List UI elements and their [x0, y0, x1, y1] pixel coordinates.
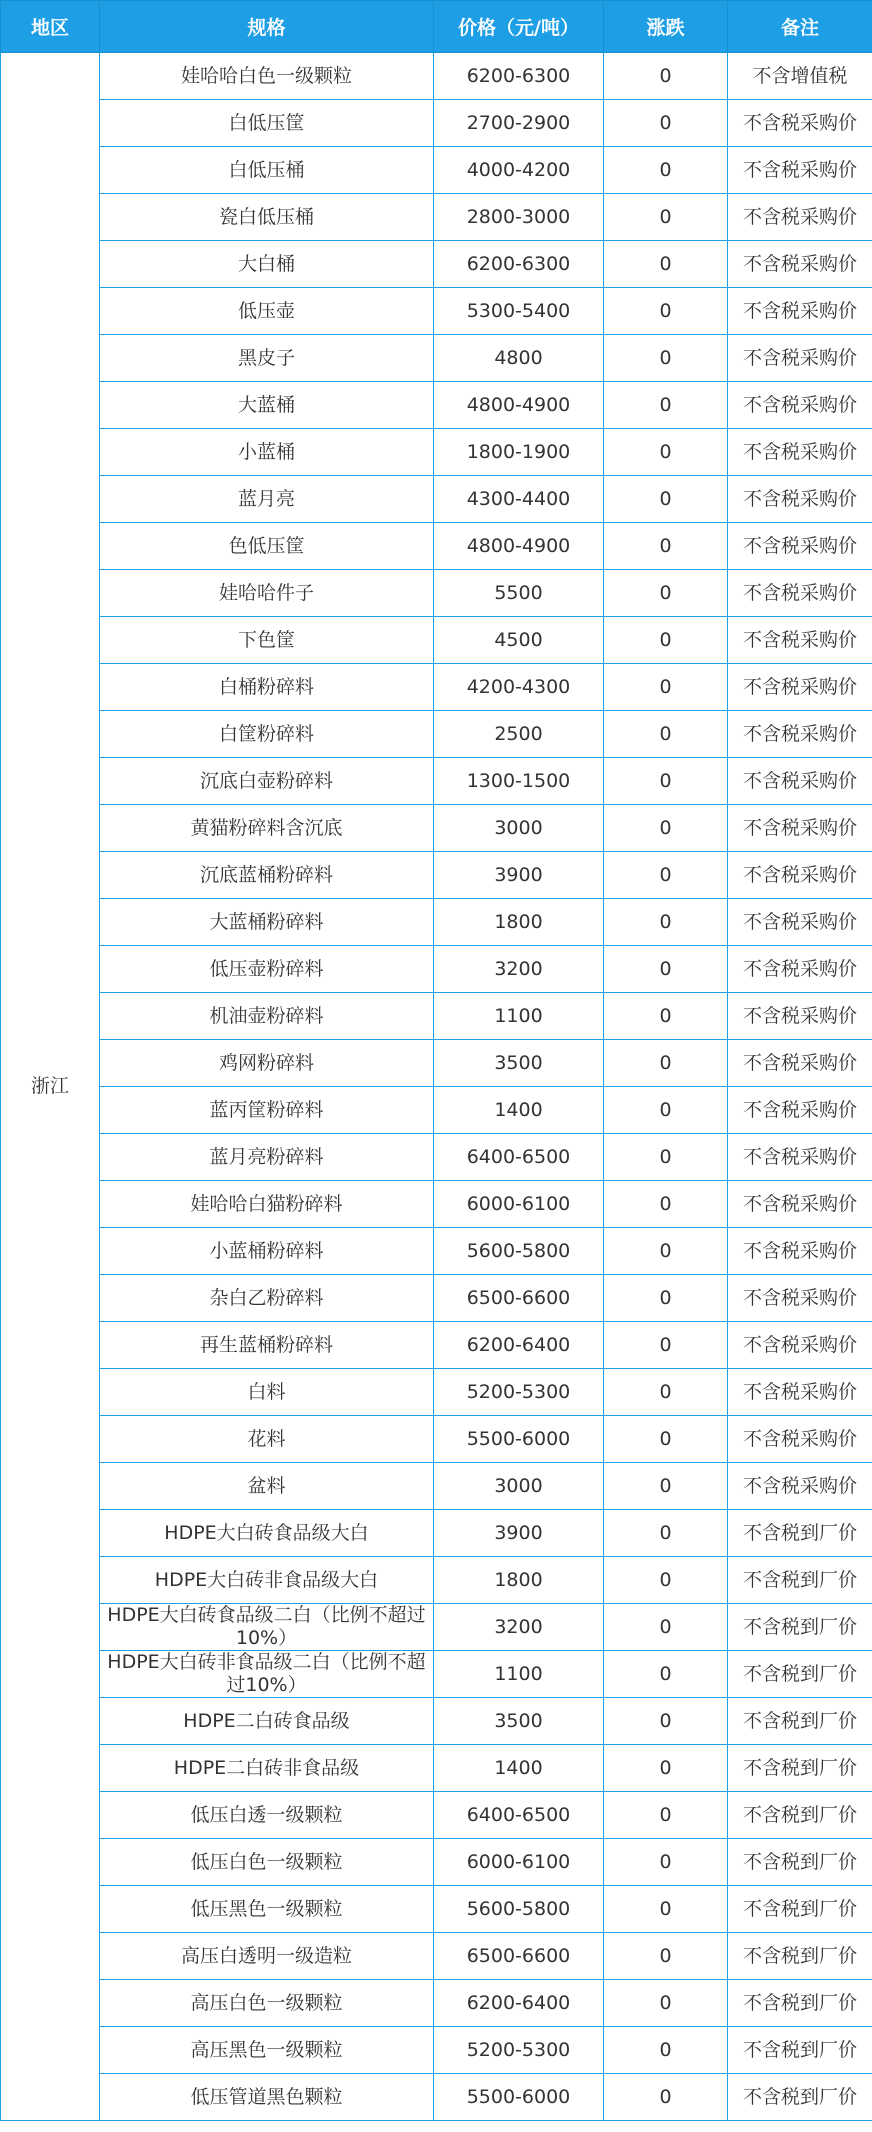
table-row: [1, 1839, 872, 1886]
price-cell: 3500: [434, 1698, 604, 1745]
spec-cell: 黄猫粉碎料含沉底: [100, 805, 434, 852]
note-cell: 不含税采购价: [728, 1228, 872, 1275]
price-cell: 6200-6300: [434, 53, 604, 100]
table-row: [1, 241, 872, 288]
spec-cell: HDPE大白砖食品级大白: [100, 1510, 434, 1557]
change-cell: 0: [604, 1087, 728, 1134]
change-cell: 0: [604, 335, 728, 382]
table-row: [1, 1181, 872, 1228]
price-cell: 5600-5800: [434, 1886, 604, 1933]
price-cell: 6000-6100: [434, 1181, 604, 1228]
change-cell: 0: [604, 1839, 728, 1886]
change-cell: 0: [604, 1933, 728, 1980]
note-cell: 不含税采购价: [728, 664, 872, 711]
note-cell: 不含税采购价: [728, 946, 872, 993]
table-row: [1, 617, 872, 664]
price-cell: 4200-4300: [434, 664, 604, 711]
note-cell: 不含税采购价: [728, 429, 872, 476]
spec-cell: 大蓝桶: [100, 382, 434, 429]
spec-cell: 鸡网粉碎料: [100, 1040, 434, 1087]
table-row: [1, 1651, 872, 1698]
change-cell: 0: [604, 1134, 728, 1181]
table-row: [1, 429, 872, 476]
table-row: [1, 899, 872, 946]
spec-cell: 大蓝桶粉碎料: [100, 899, 434, 946]
price-cell: 4800-4900: [434, 523, 604, 570]
price-cell: 3900: [434, 1510, 604, 1557]
note-cell: 不含增值税: [728, 53, 872, 100]
table-row: [1, 288, 872, 335]
change-cell: 0: [604, 53, 728, 100]
spec-cell: 蓝月亮: [100, 476, 434, 523]
spec-cell: HDPE大白砖非食品级二白（比例不超过10%）: [100, 1651, 434, 1698]
price-cell: 6500-6600: [434, 1275, 604, 1322]
spec-cell: 低压壶粉碎料: [100, 946, 434, 993]
price-cell: 1300-1500: [434, 758, 604, 805]
table-row: [1, 1792, 872, 1839]
price-cell: 6500-6600: [434, 1933, 604, 1980]
change-cell: 0: [604, 100, 728, 147]
spec-cell: 机油壶粉碎料: [100, 993, 434, 1040]
table-row: [1, 1275, 872, 1322]
price-cell: 5200-5300: [434, 1369, 604, 1416]
table-row: [1, 1980, 872, 2027]
price-cell: 3000: [434, 1463, 604, 1510]
spec-cell: 再生蓝桶粉碎料: [100, 1322, 434, 1369]
note-cell: 不含税到厂价: [728, 1604, 872, 1651]
table-row: [1, 1510, 872, 1557]
table-row: [1, 335, 872, 382]
table-row: [1, 1369, 872, 1416]
note-cell: 不含税采购价: [728, 1134, 872, 1181]
change-cell: 0: [604, 194, 728, 241]
change-cell: 0: [604, 570, 728, 617]
spec-cell: 低压管道黑色颗粒: [100, 2074, 434, 2121]
change-cell: 0: [604, 2027, 728, 2074]
change-cell: 0: [604, 805, 728, 852]
header-note: 备注: [728, 1, 872, 53]
change-cell: 0: [604, 241, 728, 288]
note-cell: 不含税采购价: [728, 100, 872, 147]
table-row: [1, 1698, 872, 1745]
spec-cell: 蓝丙筐粉碎料: [100, 1087, 434, 1134]
price-cell: 5200-5300: [434, 2027, 604, 2074]
note-cell: 不含税采购价: [728, 1463, 872, 1510]
note-cell: 不含税采购价: [728, 570, 872, 617]
price-cell: 6200-6400: [434, 1980, 604, 2027]
change-cell: 0: [604, 382, 728, 429]
table-row: [1, 1087, 872, 1134]
table-row: [1, 147, 872, 194]
price-cell: 4800-4900: [434, 382, 604, 429]
price-cell: 4000-4200: [434, 147, 604, 194]
change-cell: 0: [604, 664, 728, 711]
spec-cell: 低压黑色一级颗粒: [100, 1886, 434, 1933]
table-row: [1, 1416, 872, 1463]
change-cell: 0: [604, 711, 728, 758]
price-cell: 3000: [434, 805, 604, 852]
spec-cell: 白低压桶: [100, 147, 434, 194]
note-cell: 不含税到厂价: [728, 1698, 872, 1745]
change-cell: 0: [604, 1181, 728, 1228]
price-cell: 3200: [434, 946, 604, 993]
spec-cell: 色低压筐: [100, 523, 434, 570]
note-cell: 不含税采购价: [728, 241, 872, 288]
price-cell: 2800-3000: [434, 194, 604, 241]
change-cell: 0: [604, 1322, 728, 1369]
spec-cell: 下色筐: [100, 617, 434, 664]
note-cell: 不含税采购价: [728, 993, 872, 1040]
spec-cell: 白料: [100, 1369, 434, 1416]
spec-cell: HDPE大白砖食品级二白（比例不超过10%）: [100, 1604, 434, 1651]
spec-cell: 小蓝桶粉碎料: [100, 1228, 434, 1275]
header-region: 地区: [1, 1, 100, 53]
change-cell: 0: [604, 1604, 728, 1651]
change-cell: 0: [604, 946, 728, 993]
spec-cell: HDPE大白砖非食品级大白: [100, 1557, 434, 1604]
price-cell: 1400: [434, 1087, 604, 1134]
price-cell: 1100: [434, 1651, 604, 1698]
note-cell: 不含税采购价: [728, 1181, 872, 1228]
spec-cell: 杂白乙粉碎料: [100, 1275, 434, 1322]
spec-cell: 娃哈哈件子: [100, 570, 434, 617]
price-cell: 6000-6100: [434, 1839, 604, 1886]
note-cell: 不含税采购价: [728, 1275, 872, 1322]
header-change: 涨跌: [604, 1, 728, 53]
spec-cell: 瓷白低压桶: [100, 194, 434, 241]
note-cell: 不含税到厂价: [728, 1792, 872, 1839]
change-cell: 0: [604, 1557, 728, 1604]
change-cell: 0: [604, 1228, 728, 1275]
note-cell: 不含税采购价: [728, 1369, 872, 1416]
note-cell: 不含税采购价: [728, 523, 872, 570]
note-cell: 不含税采购价: [728, 382, 872, 429]
price-cell: 5300-5400: [434, 288, 604, 335]
table-row: [1, 758, 872, 805]
price-cell: 1800-1900: [434, 429, 604, 476]
change-cell: 0: [604, 429, 728, 476]
change-cell: 0: [604, 1416, 728, 1463]
table-row: [1, 993, 872, 1040]
note-cell: 不含税采购价: [728, 1416, 872, 1463]
table-row: [1, 1463, 872, 1510]
change-cell: 0: [604, 758, 728, 805]
note-cell: 不含税到厂价: [728, 1933, 872, 1980]
change-cell: 0: [604, 1980, 728, 2027]
change-cell: 0: [604, 1651, 728, 1698]
note-cell: 不含税采购价: [728, 617, 872, 664]
spec-cell: 白桶粉碎料: [100, 664, 434, 711]
price-cell: 1100: [434, 993, 604, 1040]
table-row: [1, 1322, 872, 1369]
table-row: [1, 523, 872, 570]
price-cell: 1800: [434, 1557, 604, 1604]
table-row: [1, 1745, 872, 1792]
price-cell: 3200: [434, 1604, 604, 1651]
change-cell: 0: [604, 1792, 728, 1839]
table-row: [1, 2074, 872, 2121]
note-cell: 不含税到厂价: [728, 1651, 872, 1698]
note-cell: 不含税采购价: [728, 899, 872, 946]
note-cell: 不含税到厂价: [728, 2074, 872, 2121]
table-row: [1, 946, 872, 993]
table-row: [1, 805, 872, 852]
change-cell: 0: [604, 1510, 728, 1557]
note-cell: 不含税采购价: [728, 288, 872, 335]
note-cell: 不含税到厂价: [728, 1886, 872, 1933]
note-cell: 不含税到厂价: [728, 1557, 872, 1604]
spec-cell: 沉底蓝桶粉碎料: [100, 852, 434, 899]
change-cell: 0: [604, 852, 728, 899]
change-cell: 0: [604, 1275, 728, 1322]
price-cell: 6200-6400: [434, 1322, 604, 1369]
table-row: [1, 570, 872, 617]
note-cell: 不含税采购价: [728, 1040, 872, 1087]
note-cell: 不含税到厂价: [728, 2027, 872, 2074]
table-row: [1, 1134, 872, 1181]
spec-cell: 白筐粉碎料: [100, 711, 434, 758]
table-row: [1, 1933, 872, 1980]
spec-cell: 白低压筐: [100, 100, 434, 147]
price-cell: 3500: [434, 1040, 604, 1087]
change-cell: 0: [604, 523, 728, 570]
spec-cell: 娃哈哈白色一级颗粒: [100, 53, 434, 100]
note-cell: 不含税到厂价: [728, 1839, 872, 1886]
spec-cell: 黑皮子: [100, 335, 434, 382]
spec-cell: 低压壶: [100, 288, 434, 335]
table-row: [1, 382, 872, 429]
table-row: [1, 1886, 872, 1933]
spec-cell: 高压白透明一级造粒: [100, 1933, 434, 1980]
table-row: [1, 100, 872, 147]
table-row: [1, 852, 872, 899]
table-body: [1, 53, 872, 2121]
header-price: 价格（元/吨）: [434, 1, 604, 53]
spec-cell: 蓝月亮粉碎料: [100, 1134, 434, 1181]
note-cell: 不含税采购价: [728, 335, 872, 382]
table-row: [1, 1228, 872, 1275]
change-cell: 0: [604, 1369, 728, 1416]
spec-cell: 高压白色一级颗粒: [100, 1980, 434, 2027]
price-cell: 4300-4400: [434, 476, 604, 523]
change-cell: 0: [604, 1745, 728, 1792]
header-spec: 规格: [100, 1, 434, 53]
price-cell: 6400-6500: [434, 1134, 604, 1181]
price-cell: 5600-5800: [434, 1228, 604, 1275]
table-row: [1, 1040, 872, 1087]
note-cell: 不含税采购价: [728, 1087, 872, 1134]
spec-cell: 小蓝桶: [100, 429, 434, 476]
change-cell: 0: [604, 288, 728, 335]
note-cell: 不含税采购价: [728, 194, 872, 241]
note-cell: 不含税采购价: [728, 1322, 872, 1369]
change-cell: 0: [604, 1698, 728, 1745]
change-cell: 0: [604, 2074, 728, 2121]
note-cell: 不含税采购价: [728, 852, 872, 899]
change-cell: 0: [604, 1463, 728, 1510]
change-cell: 0: [604, 1886, 728, 1933]
spec-cell: 大白桶: [100, 241, 434, 288]
spec-cell: 花料: [100, 1416, 434, 1463]
region-cell: 浙江: [1, 53, 100, 2121]
spec-cell: 低压白色一级颗粒: [100, 1839, 434, 1886]
note-cell: 不含税采购价: [728, 476, 872, 523]
price-cell: 6400-6500: [434, 1792, 604, 1839]
note-cell: 不含税到厂价: [728, 1980, 872, 2027]
price-cell: 5500-6000: [434, 2074, 604, 2121]
spec-cell: 高压黑色一级颗粒: [100, 2027, 434, 2074]
price-cell: 2500: [434, 711, 604, 758]
spec-cell: 低压白透一级颗粒: [100, 1792, 434, 1839]
spec-cell: HDPE二白砖非食品级: [100, 1745, 434, 1792]
price-cell: 5500: [434, 570, 604, 617]
note-cell: 不含税到厂价: [728, 1510, 872, 1557]
spec-cell: 盆料: [100, 1463, 434, 1510]
change-cell: 0: [604, 476, 728, 523]
table-row: [1, 53, 872, 100]
price-cell: 1800: [434, 899, 604, 946]
price-cell: 3900: [434, 852, 604, 899]
note-cell: 不含税采购价: [728, 711, 872, 758]
spec-cell: 娃哈哈白猫粉碎料: [100, 1181, 434, 1228]
price-cell: 5500-6000: [434, 1416, 604, 1463]
table-row: [1, 664, 872, 711]
spec-cell: HDPE二白砖食品级: [100, 1698, 434, 1745]
change-cell: 0: [604, 1040, 728, 1087]
change-cell: 0: [604, 147, 728, 194]
note-cell: 不含税采购价: [728, 758, 872, 805]
table-row: [1, 194, 872, 241]
table-row: [1, 1557, 872, 1604]
change-cell: 0: [604, 993, 728, 1040]
price-cell: 6200-6300: [434, 241, 604, 288]
note-cell: 不含税到厂价: [728, 1745, 872, 1792]
note-cell: 不含税采购价: [728, 147, 872, 194]
price-cell: 4500: [434, 617, 604, 664]
change-cell: 0: [604, 617, 728, 664]
table-row: [1, 711, 872, 758]
table-row: [1, 1604, 872, 1651]
change-cell: 0: [604, 899, 728, 946]
price-cell: 2700-2900: [434, 100, 604, 147]
price-cell: 1400: [434, 1745, 604, 1792]
spec-cell: 沉底白壶粉碎料: [100, 758, 434, 805]
note-cell: 不含税采购价: [728, 805, 872, 852]
table-row: [1, 2027, 872, 2074]
price-cell: 4800: [434, 335, 604, 382]
header-row: [1, 1, 872, 53]
table-row: [1, 476, 872, 523]
